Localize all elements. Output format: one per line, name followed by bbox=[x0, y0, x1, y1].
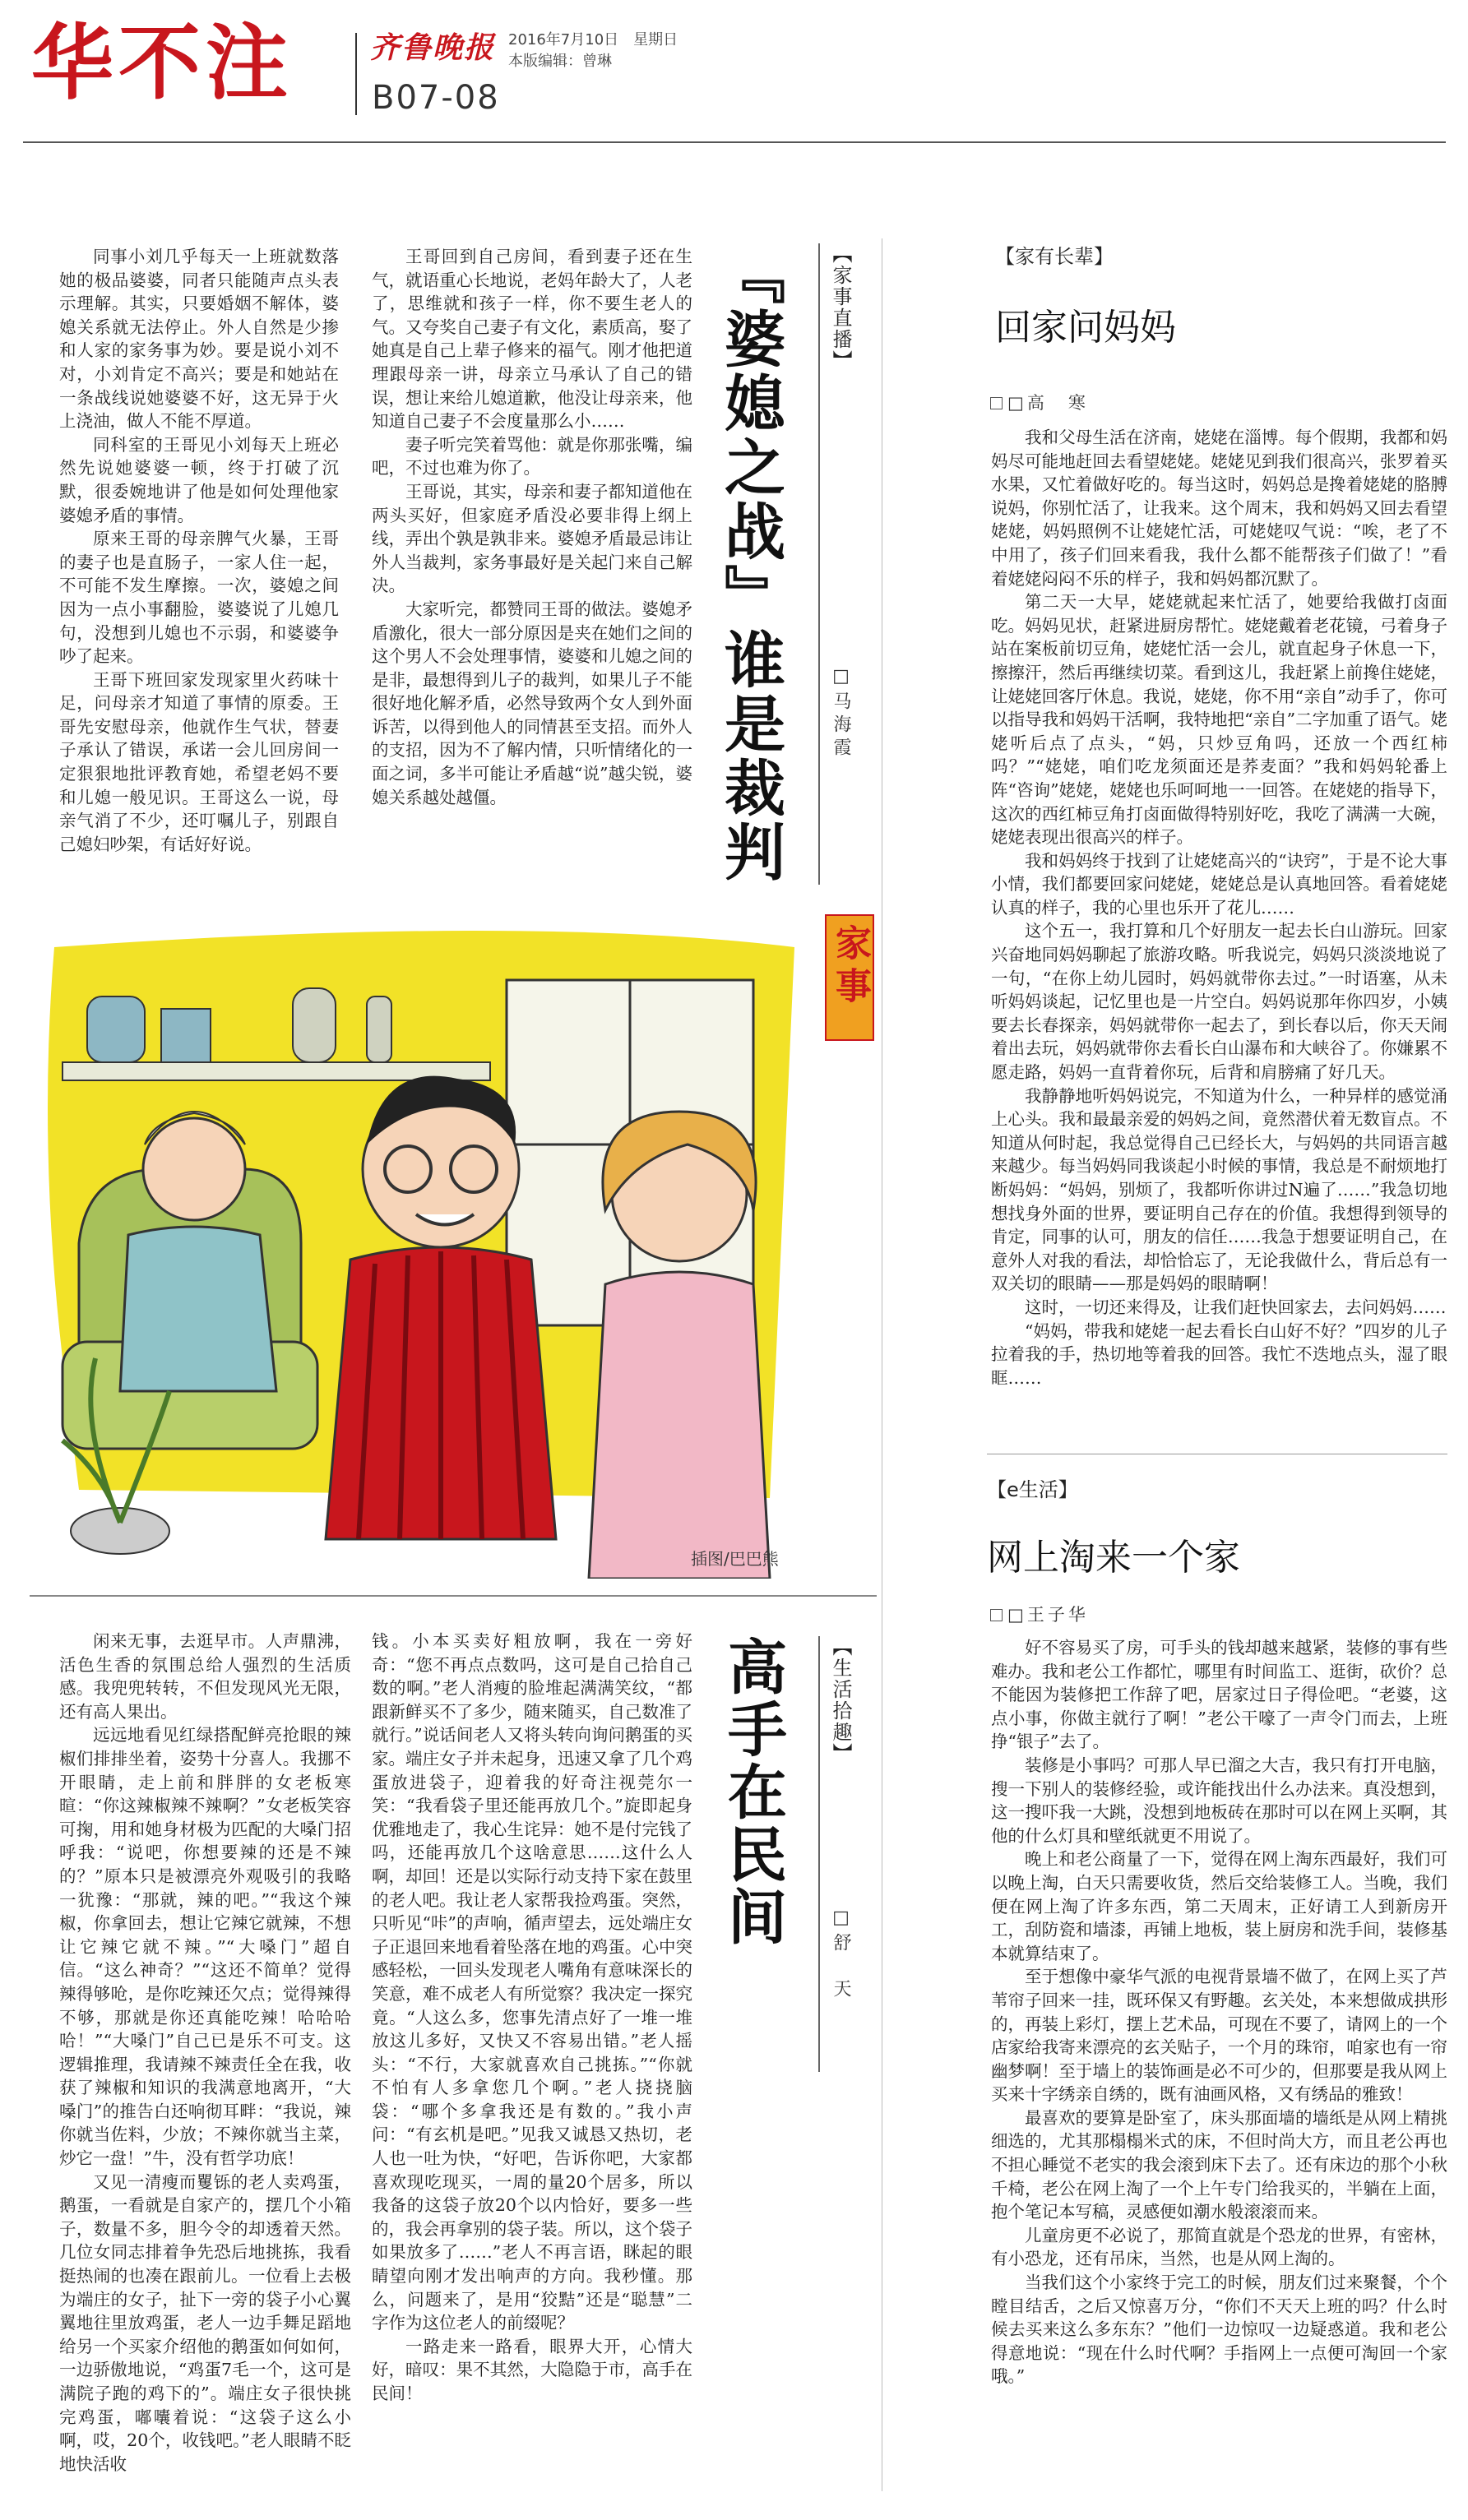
article1-title-rule bbox=[818, 243, 820, 885]
article3-paragraph: 第二天一大早，姥姥就起来忙活了，她要给我做打卤面吃。妈妈见状，赶紧进厨房帮忙。姥姥戴着老花镜，弓着身子站在案板前切豆角，姥姥忙活一会儿，就直起身子休息一下，擦擦汗，然后再继续切菜。看到这儿，我赶紧上前搀住姥姥，让姥姥回客厅休息。我说，姥姥，你不用“亲自”动手了，你可以指导我和妈妈干活啊，我特地把“亲自”二字加重了语气。姥姥听后点了点头，“妈，只炒豆角吗，还放一个西红柿吗？”“姥姥，咱们吃龙须面还是荞麦面？”我和妈妈轮番上阵“咨询”姥姥，姥姥也乐呵呵地一一回答。在姥姥的指导下，这次的西红柿豆角打卤面做得特别好吃，我吃了满满一大碗，姥姥表现出很高兴的样子。 bbox=[991, 592, 1447, 848]
article2-title: 高手在民间 bbox=[718, 1636, 787, 1949]
article1-paragraph: 王哥下班回家发现家里火药味十足，问母亲才知道了事情的原委。王哥先安慰母亲，他就作生气状，替妻子承认了错误，承诺一会儿回房间一定狠狠地批评教育她，希望老妈不要和儿媳一般见识。王哥这么一说，母亲气消了不少，还叮嘱儿子，别跟自己媳妇吵架，有话好好说。 bbox=[59, 669, 339, 854]
editor-line: 本版编辑：曾琳 bbox=[508, 53, 612, 70]
page-number: B07-08 bbox=[372, 79, 500, 117]
author-box-icon bbox=[990, 397, 1003, 409]
header-divider-vertical bbox=[355, 33, 357, 115]
article2-column-2 bbox=[372, 1630, 692, 2493]
article1-paragraph: 王哥说，其实，母亲和妻子都知道他在两头买好，但家庭矛盾没必要非得上纲上线，弄出个孰是孰非来。婆媳矛盾最忌讳让外人当裁判，家务事最好是关起门来自己解决。 bbox=[372, 481, 692, 596]
jiashi-badge-text: 家事 bbox=[829, 924, 871, 1010]
illustration-credit: 插图/巴巴熊 bbox=[691, 1549, 779, 1569]
article4-paragraph: 晚上和老公商量了一下，觉得在网上淘东西最好，我们可以晚上淘，白天只需要收货，然后交给装修工人。当晚，我们便在网上淘了许多东西，第二天周末，正好请工人到新房开工，刮防瓷和墙漆，再铺上地板，装上厨房和洗手间，装修基本就算结束了。 bbox=[991, 1849, 1447, 1963]
article3-paragraph: “妈妈，带我和姥姥一起去看长白山好不好？”四岁的儿子拉着我的手，热切地等着我的回答。我忙不迭地点头，湿了眼眶…… bbox=[991, 1320, 1447, 1388]
article4-author bbox=[990, 1602, 1089, 1626]
article4-author-text: □王子华 bbox=[1007, 1605, 1089, 1625]
article4-paragraph: 儿童房更不必说了，那简直就是个恐龙的世界，有密林，有小恐龙，还有吊床，当然，也是从网上淘的。 bbox=[991, 2225, 1447, 2269]
article1-author: □马海霞 bbox=[831, 666, 851, 761]
article4-paragraph: 装修是小事吗？可那人早已溜之大吉，我只有打开电脑，搜一下别人的装修经验，或许能找出什么办法来。真没想到，这一搜吓我一大跳，没想到地板砖在那时可以在网上买啊，其他的什么灯具和壁纸就更不用说了。 bbox=[991, 1755, 1447, 1846]
article4-tag: 【e生活】 bbox=[987, 1478, 1078, 1501]
newspaper-logo: 齐鲁晚报 bbox=[370, 30, 496, 65]
article1-column-1 bbox=[59, 245, 339, 878]
article2-paragraph: 一路走来一路看，眼界大开，心情大好，暗叹：果不其然，大隐隐于市，高手在民间！ bbox=[372, 2336, 692, 2403]
article1-paragraph: 王哥回到自己房间，看到妻子还在生气，就语重心长地说，老妈年龄大了，人老了，思维就和孩子一样，你不要生老人的气。又夸奖自己妻子有文化，素质高，娶了她真是自己上辈子修来的福气。刚才他把道理跟母亲一讲，母亲立马承认了自己的错误，想让来给儿媳道歉，他没让母亲来，他知道自己妻子不会度量那么小…… bbox=[372, 247, 692, 432]
article2-title-rule bbox=[818, 1636, 820, 2072]
article3-paragraph: 我和父母生活在济南，姥姥在淄博。每个假期，我都和妈妈尽可能地赶回去看望姥姥。姥姥见到我们很高兴，张罗着买水果，又忙着做好吃的。每当这时，妈妈总是搀着姥姥的胳膊说妈，你别忙活了，让我来。这个周末，我和妈妈又回去看望姥姥，妈妈照例不让姥姥忙活，可姥姥叹气说：“唉，老了不中用了，孩子们回来看我，我什么都不能帮孩子们做了！”看着姥姥闷闷不乐的样子，我和妈妈都沉默了。 bbox=[991, 428, 1447, 589]
illustration bbox=[30, 898, 819, 1579]
article2-author: □舒 天 bbox=[831, 1907, 851, 2002]
article1-tag: 【家事直播】 bbox=[829, 243, 852, 372]
article4-paragraph: 当我们这个小家终于完工的时候，朋友们过来聚餐，个个瞠目结舌，之后又惊喜万分，“你们不天天上班的吗？什么时候去买来这么多东东？”他们一边惊叹一边疑惑道。我和老公得意地说：“现在什么时代啊？手指网上一点便可淘回一个家哦。” bbox=[991, 2273, 1447, 2387]
article2-column-1 bbox=[59, 1630, 351, 2493]
article2-paragraph: 钱。小本买卖好粗放啊，我在一旁好奇：“您不再点点数吗，这可是自己拾自己数的啊。”老人消瘦的脸堆起满满笑纹，“都跟新鲜买不了多少，随来随买，自己数准了就行。”说话间老人又将头转向询问鹅蛋的买家。端庄女子并未起身，迅速又拿了几个鸡蛋放进袋子，迎着我的好奇注视莞尔一笑：“我看袋子里还能再放几个。”旋即起身优雅地走了，我心生诧异：她不是付完钱了吗，还能再放几个这啥意思……这什么人啊，却回！还是以实际行动支持下家在鼓里的老人吧。我让老人家帮我捡鸡蛋。突然，只听见“咔”的声响，循声望去，远处端庄女子正退回来地看着坠落在地的鸡蛋。心中突感轻松，一回头发现老人嘴角有意味深长的笑意，难不成老人有所觉察？我决定一探究竟。“人这么多，您事先清点好了一堆一堆放这儿多好，又快又不容易出错。”老人摇头：“不行，大家就喜欢自己挑拣。”“你就不怕有人多拿您几个啊。”老人挠挠脑袋：“哪个多拿我还是有数的。”我小声问：“有玄机是吧。”见我又诚恳又热切，老人也一吐为快，“好吧，告诉你吧，大家都喜欢现吃现买，一周的量20个居多，所以我备的这袋子放20个以内恰好，要多一些的，我会再拿别的袋子装。所以，这个袋子如果放多了……”老人不再言语，眯起的眼睛望向刚才发出响声的方向。我秒懂。那么，问题来了，是用“狡黠”还是“聪慧”二字作为这位老人的前缀呢？ bbox=[372, 1631, 692, 2333]
article3-paragraph: 这时，一切还来得及，让我们赶快回家去，去问妈妈…… bbox=[1025, 1297, 1447, 1317]
article4-title: 网上淘来一个家 bbox=[987, 1537, 1240, 1579]
article3-paragraph: 我静静地听妈妈说完，不知道为什么，一种异样的感觉涌上心头。我和最最亲爱的妈妈之间，竟然潜伏着无数盲点。不知道从何时起，我总觉得自己已经长大，与妈妈的共同语言越来越少。每当妈妈同我谈起小时候的事情，我总是不耐烦地打断妈妈：“妈妈，别烦了，我都听你讲过N遍了……”我急切地想找身外面的世界，要证明自己存在的价值。我想得到领导的肯定，同事的认可，朋友的信任……我急于想要证明自己，在意外人对我的看法，却恰恰忘了，无论我做什么，背后总有一双关切的眼睛——那是妈妈的眼睛啊！ bbox=[991, 1085, 1447, 1294]
article3-paragraph: 这个五一，我打算和几个好朋友一起去长白山游玩。回家兴奋地同妈妈聊起了旅游攻略。听我说完，妈妈只淡淡地说了一句，“在你上幼儿园时，妈妈就带你去过。”一时语塞，从未听妈妈谈起，记忆里也是一片空白。妈妈说那年你四岁，小姨要去长春探亲，妈妈就带你一起去了，到长春以后，你天天闹着出去玩，妈妈就带你去看长白山瀑布和大峡谷了。你嫌累不愿走路，妈妈一直背着你玩，后背和肩膀痛了好几天。 bbox=[991, 921, 1447, 1083]
jiashi-badge bbox=[825, 914, 874, 1041]
article1-paragraph: 原来王哥的母亲脾气火暴，王哥的妻子也是直肠子，一家人住一起，不可能不发生摩擦。一次，婆媳之间因为一点小事翻脸，婆婆说了儿媳几句，没想到儿媳也不示弱，和婆婆争吵了起来。 bbox=[59, 529, 339, 667]
section-title: 华不注 bbox=[31, 15, 293, 111]
article4-paragraph: 好不容易买了房，可手头的钱却越来越紧，装修的事有些难办。我和老公工作都忙，哪里有时间监工、逛街，砍价？总不能因为装修把工作辞了吧，居家过日子得俭吧。“老婆，这点小事，你做主就行了啊！”老公干嚎了一声令门而去，上班挣“银子”去了。 bbox=[991, 1638, 1447, 1752]
article3-author bbox=[990, 390, 1089, 414]
left-section-rule bbox=[30, 1595, 877, 1597]
article4-paragraph: 至于想像中豪华气派的电视背景墙不做了，在网上买了芦苇帘子回来一挂，既环保又有野趣。玄关处，本来想做成拱形的，再装上彩灯，摆上艺术品，可现在不要了，请网上的一个店家给我寄来漂亮的玄关贴子，一个月的珠帘，咱家也有一帘幽梦啊！至于墙上的装饰画是必不可少的，但那要是我从网上买来十字绣亲自绣的，既有油画风格，又有绣品的雅致！ bbox=[991, 1967, 1447, 2105]
article3-body bbox=[991, 426, 1447, 1445]
article1-paragraph: 同事小刘几乎每天一上班就数落她的极品婆婆，同者只能随声点头表示理解。其实，只要婚姻不解体，婆媳关系就无法停止。外人自然是少掺和人家的家务事为妙。要是说小刘不对，小刘肯定不高兴；要是和她站在一条战线说她婆婆不好，这无异于火上浇油，做人不能不厚道。 bbox=[59, 247, 339, 432]
date-line: 2016年7月10日 星期日 bbox=[508, 31, 678, 49]
article1-paragraph: 大家听完，都赞同王哥的做法。婆媳矛盾激化，很大一部分原因是夹在她们之间的这个男人不会处理事情，婆婆和儿媳之间的是非，最想得到儿子的裁判，如果儿子不能很好地化解矛盾，必然导致两个女人到外面诉苦，以得到他人的同情甚至支招。而外人的支招，因为不了解内情，只听情绪化的一面之词，多半可能让矛盾越“说”越尖锐，婆媳关系越处越僵。 bbox=[372, 599, 692, 807]
article1-title: 『婆媳之战』谁是裁判 bbox=[715, 243, 785, 885]
header-rule bbox=[23, 141, 1446, 143]
article2-paragraph: 又见一清瘦而矍铄的老人卖鸡蛋，鹅蛋，一看就是自家产的，摆几个小箱子，数量不多，胆今令的却透着天然。几位女同志排着争先恐后地挑拣，我看挺热闹的也凑在跟前儿。一位看上去极为端庄的女子，扯下一旁的袋子小心翼翼地往里放鸡蛋，老人一边手舞足蹈地给另一个买家介绍他的鹅蛋如何如何，一边骄傲地说，“鸡蛋7毛一个，这可是满院子跑的鸡下的”。端庄女子很快挑完鸡蛋，嘟囔着说：“这袋子这么小啊，哎，20个，收钱吧。”老人眼睛不眨地快活收 bbox=[59, 2171, 351, 2474]
author-box-icon bbox=[990, 1609, 1003, 1621]
article4-paragraph: 最喜欢的要算是卧室了，床头那面墙的墙纸是从网上精挑细选的，尤其那榻榻米式的床，不但时尚大方，而且老公再也不担心睡觉不老实的我会滚到床下去了。还有床边的那个小秋千椅，老公在网上淘了一个上午专门给我买的，半躺在上面，抱个笔记本写稿，灵感便如潮水般滚滚而来。 bbox=[991, 2107, 1447, 2222]
article3-title: 回家问妈妈 bbox=[995, 307, 1176, 349]
article1-paragraph: 妻子听完笑着骂他：就是你那张嘴，编吧，不过也难为你了。 bbox=[372, 434, 692, 479]
family-argument-illustration bbox=[30, 898, 819, 1579]
article2-paragraph: 闲来无事，去逛早市。人声鼎沸，活色生香的氛围总给人强烈的生活质感。我兜兜转转，不但发现风光无限，还有高人果出。 bbox=[59, 1631, 351, 1722]
article3-author-text: □高 寒 bbox=[1007, 393, 1089, 413]
article2-paragraph: 远远地看见红绿搭配鲜亮抢眼的辣椒们排排坐着，姿势十分喜人。我挪不开眼睛，走上前和胖胖的女老板寒暄：“你这辣椒辣不辣啊？”女老板笑容可掬，用和她身材极为匹配的大嗓门招呼我：“说吧，你想要辣的还是不辣的？”原本只是被漂亮外观吸引的我略一犹豫：“那就，辣的吧。”“我这个辣椒，你拿回去，想让它辣它就辣，不想让它辣它就不辣。”“大嗓门”超自信。“这么神奇？”“这还不简单？觉得辣得够呛，是你吃辣还欠点；觉得辣得不够，那就是你还真能吃辣！哈哈哈哈！”“大嗓门”自己已是乐不可支。这逻辑推理，我请辣不辣责任全在我，收获了辣椒和知识的我满意地离开，“大嗓门”的推告白还响彻耳畔：“我说，辣你就当佐料，少放；不辣你就当主菜，炒它一盘！”牛，没有哲学功底！ bbox=[59, 1725, 351, 2169]
article3-tag: 【家有长辈】 bbox=[995, 245, 1114, 268]
article1-paragraph: 同科室的王哥见小刘每天上班必然先说她婆婆一顿，终于打破了沉默，很委婉地讲了他是如何处理他家婆媳矛盾的事情。 bbox=[59, 434, 339, 525]
article2-tag: 【生活拾趣】 bbox=[829, 1636, 852, 1764]
article4-body bbox=[991, 1636, 1447, 2499]
article1-column-2 bbox=[372, 245, 692, 878]
article3-paragraph: 我和妈妈终于找到了让姥姥高兴的“诀窍”，于是不论大事小情，我们都要回家问姥姥，姥姥总是认真地回答。看着姥姥认真的样子，我的心里也乐开了花儿…… bbox=[991, 850, 1447, 918]
